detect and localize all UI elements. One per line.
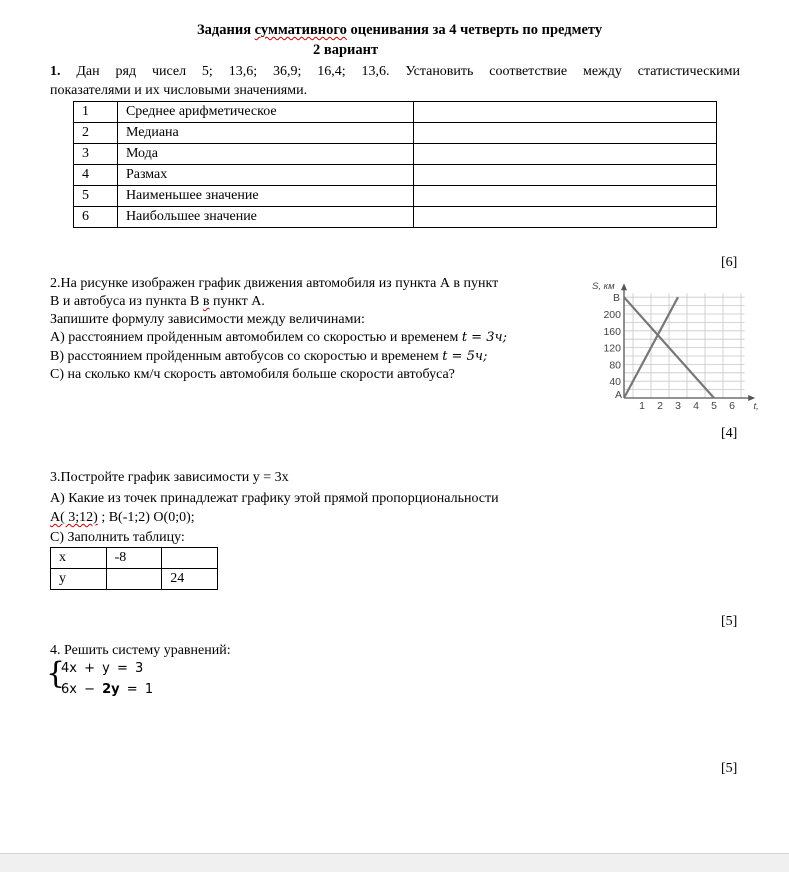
- y-tick-label: 120: [603, 342, 621, 355]
- x-tick-label: 2: [657, 400, 663, 412]
- x-axis-label: t,: [753, 401, 759, 412]
- table-cell-label: Наименьшее значение: [117, 186, 413, 207]
- motion-chart: [588, 272, 759, 414]
- table-cell-n: 3: [74, 144, 118, 165]
- y-tick-label: 200: [603, 309, 621, 321]
- table-cell-n: 5: [74, 186, 118, 207]
- y-axis-arrow: [621, 283, 627, 290]
- y-tick-label: 40: [609, 376, 621, 389]
- x-tick-label: 4: [693, 400, 699, 412]
- task2-line2: В и автобуса из пункта В в пункт А.: [50, 294, 265, 309]
- table-cell-label: Среднее арифметическое: [117, 102, 413, 123]
- table-cell-value: [413, 186, 716, 207]
- table-cell: у: [51, 569, 107, 590]
- task2-line5: В) расстоянием пройденным автобусов со скоростью и временем t = 5ч;: [50, 349, 488, 364]
- task3-line1: 3.Постройте график зависимости у = 3х: [50, 470, 289, 485]
- table-cell-n: 1: [74, 102, 118, 123]
- system-brace: {: [46, 656, 66, 691]
- table-cell-value: [413, 102, 716, 123]
- spellcheck-word: в: [202, 294, 210, 309]
- task4-score: [5]: [721, 761, 738, 776]
- task3-score: [5]: [721, 614, 738, 629]
- table-row: [74, 123, 717, 144]
- task3-line4: С) Заполнить таблицу:: [50, 530, 185, 545]
- spellcheck-word: суммативного: [254, 22, 347, 38]
- table-row: [74, 207, 717, 228]
- point-label-b: В: [612, 292, 620, 305]
- x-tick-label: 3: [675, 400, 681, 412]
- table-cell-value: [413, 144, 716, 165]
- table-row: [74, 165, 717, 186]
- table-row: [74, 186, 717, 207]
- task3-line2: А) Какие из точек принадлежат графику этой прямой пропорциональности: [50, 491, 499, 506]
- table-row: [74, 102, 717, 123]
- table-cell-n: 2: [74, 123, 118, 144]
- point-label-a: А: [614, 389, 622, 401]
- table-cell-label: Медиана: [117, 123, 413, 144]
- table-cell-value: [413, 123, 716, 144]
- task2-line4: А) расстоянием пройденным автомобилем со скоростью и временем t = 3ч;: [50, 330, 507, 345]
- table-row: [51, 569, 218, 590]
- x-tick-label: 1: [639, 400, 645, 412]
- table-row: [51, 548, 218, 569]
- equation-1: 4x + y = 3: [61, 661, 144, 676]
- x-tick-label: 5: [711, 400, 717, 412]
- y-tick-label: 80: [609, 359, 621, 372]
- task1-line1: Дан ряд чисел 5; 13,6; 36,9; 16,4; 13,6. Установить соответствие между статистическими: [76, 64, 740, 79]
- table-cell-label: Наибольшее значение: [117, 207, 413, 228]
- task4-line1: 4. Решить систему уравнений:: [50, 643, 231, 658]
- table-row: [74, 144, 717, 165]
- task2-line6: С) на сколько км/ч скорость автомобиля больше скорости автобуса?: [50, 367, 455, 382]
- table-cell-value: [413, 207, 716, 228]
- formula: t = 5ч;: [442, 349, 488, 364]
- variant-label: 2 вариант: [313, 42, 379, 58]
- xy-table: [50, 547, 218, 590]
- y-tick-label: 160: [603, 325, 621, 338]
- table-cell: 24: [162, 569, 218, 590]
- task1-text: [50, 63, 740, 81]
- task1-number: 1.: [50, 64, 61, 79]
- table-cell-label: Размах: [117, 165, 413, 186]
- document-title: Задания суммативного оценивания за 4 четверть по предмету: [197, 22, 603, 38]
- y-axis-label: S, км: [592, 281, 615, 293]
- window-bottom-bar: [0, 853, 789, 872]
- stats-table: [73, 101, 717, 228]
- task2-line3: Запишите формулу зависимости между величинами:: [50, 312, 365, 327]
- spellcheck-word: А( 3;12): [50, 510, 98, 525]
- table-cell: [162, 548, 218, 569]
- table-cell: [106, 569, 162, 590]
- x-tick-label: 6: [729, 400, 735, 412]
- task2-line1: 2.На рисунке изображен график движения автомобиля из пункта А в пункт: [50, 276, 499, 291]
- formula: t = 3ч;: [461, 330, 507, 345]
- task3-line3: А( 3;12) ; В(-1;2) О(0;0);: [50, 510, 195, 525]
- task1-score: [6]: [721, 255, 738, 270]
- equation-2: 6x − 2y = 1: [61, 682, 154, 697]
- table-cell-n: 4: [74, 165, 118, 186]
- table-cell-value: [413, 165, 716, 186]
- task1-line2: показателями и их числовыми значениями.: [50, 83, 308, 98]
- task2-score: [4]: [721, 426, 738, 441]
- table-cell: -8: [106, 548, 162, 569]
- table-cell-n: 6: [74, 207, 118, 228]
- table-cell: х: [51, 548, 107, 569]
- table-cell-label: Мода: [117, 144, 413, 165]
